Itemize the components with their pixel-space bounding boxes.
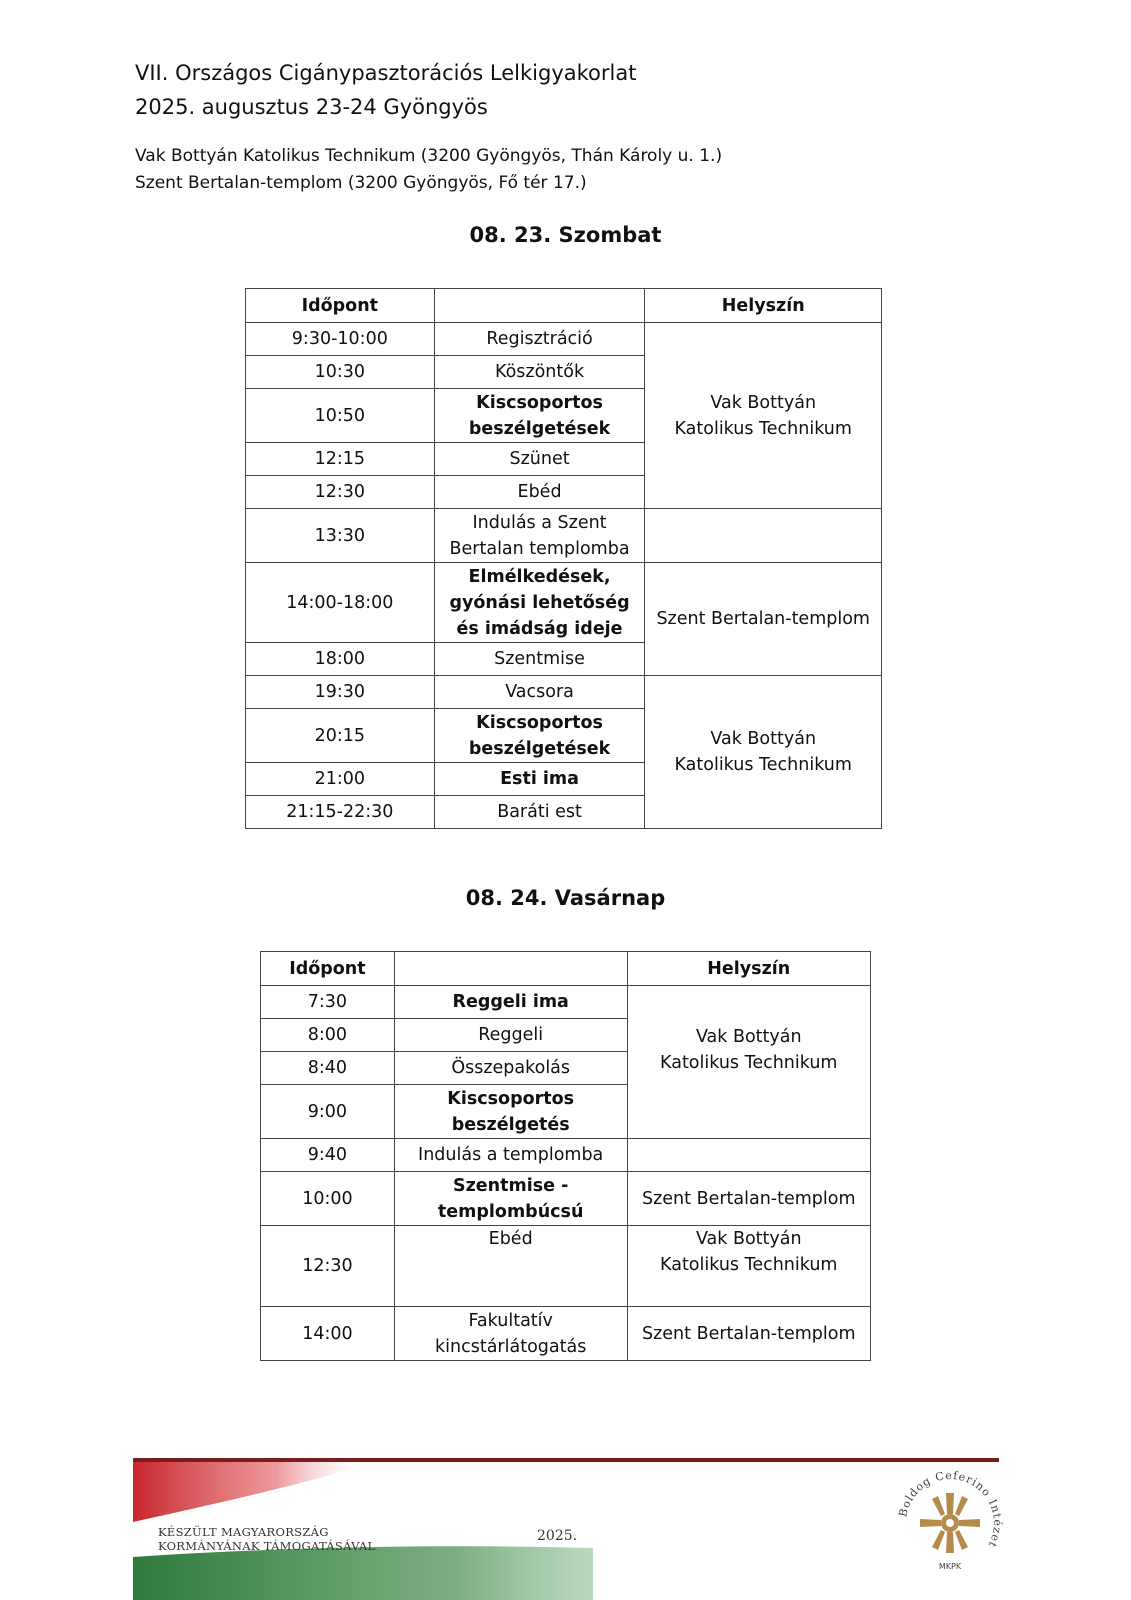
place-line: Vak Bottyán — [710, 729, 817, 749]
time-cell: 14:00-18:00 — [246, 563, 435, 643]
place-line: Katolikus Technikum — [660, 1053, 838, 1073]
time-cell: 13:30 — [246, 509, 435, 563]
event-cell: Szentmise — [434, 643, 645, 676]
time-cell: 10:00 — [261, 1172, 395, 1226]
time-cell: 9:40 — [261, 1139, 395, 1172]
column-header-event — [394, 952, 627, 986]
place-cell — [627, 986, 870, 1139]
column-header-place: Helyszín — [645, 289, 882, 323]
event-cell: Reggeli ima — [394, 986, 627, 1019]
cross-emblem-icon — [895, 1468, 1005, 1578]
event-cell: Vacsora — [434, 676, 645, 709]
place-line: Katolikus Technikum — [674, 755, 852, 775]
place-line: Vak Bottyán — [695, 1027, 802, 1047]
event-cell: Ebéd — [394, 1226, 627, 1307]
place-cell — [645, 323, 882, 509]
event-cell: Kiscsoportos beszélgetés — [394, 1085, 627, 1139]
event-cell: Regisztráció — [434, 323, 645, 356]
time-cell: 12:30 — [246, 476, 435, 509]
sunday-schedule-table — [260, 951, 871, 1361]
table-row — [246, 509, 882, 563]
table-row — [246, 323, 882, 356]
event-cell: Indulás a templomba — [394, 1139, 627, 1172]
ceferino-institute-logo — [895, 1468, 1005, 1578]
support-line-2: KORMÁNYÁNAK TÁMOGATÁSÁVAL — [158, 1539, 376, 1553]
support-line-1: KÉSZÜLT MAGYARORSZÁG — [158, 1525, 329, 1539]
event-cell: Reggeli — [394, 1019, 627, 1052]
title-line-1: VII. Országos Cigánypasztorációs Lelkigyakorlat — [135, 61, 637, 85]
table-row — [246, 563, 882, 643]
table-row — [261, 986, 871, 1019]
event-cell: Baráti est — [434, 796, 645, 829]
place-line: Katolikus Technikum — [674, 418, 852, 439]
venue-addresses — [135, 143, 722, 197]
place-line: Katolikus Technikum — [660, 1255, 838, 1275]
place-cell-empty — [627, 1139, 870, 1172]
logo-sub: MKPK — [938, 1562, 962, 1571]
event-cell: Ebéd — [434, 476, 645, 509]
government-support-text — [158, 1525, 375, 1553]
table-header-row — [246, 289, 882, 323]
place-line: Vak Bottyán — [710, 392, 817, 413]
time-cell: 10:50 — [246, 389, 435, 443]
address-line-1: Vak Bottyán Katolikus Technikum (3200 Gyöngyös, Thán Károly u. 1.) — [135, 146, 723, 166]
event-cell: Szentmise - templombúcsú — [394, 1172, 627, 1226]
time-cell: 12:30 — [261, 1226, 395, 1307]
table-row — [246, 676, 882, 709]
address-line-2: Szent Bertalan-templom (3200 Gyöngyös, Fő tér 17.) — [135, 173, 587, 193]
event-cell: Kiscsoportos beszélgetések — [434, 709, 645, 763]
place-cell — [645, 676, 882, 829]
event-cell: Esti ima — [434, 763, 645, 796]
place-cell — [627, 1226, 870, 1307]
time-cell: 8:40 — [261, 1052, 395, 1085]
event-cell: Elmélkedések, gyónási lehetőség és imádság ideje — [434, 563, 645, 643]
place-line: Vak Bottyán — [695, 1229, 802, 1249]
place-cell: Szent Bertalan-templom — [627, 1307, 870, 1361]
table-row — [261, 1226, 871, 1307]
time-cell: 20:15 — [246, 709, 435, 763]
time-cell: 7:30 — [261, 986, 395, 1019]
saturday-schedule-table — [245, 288, 882, 829]
time-cell: 10:30 — [246, 356, 435, 389]
column-header-place: Helyszín — [627, 952, 870, 986]
time-cell: 21:00 — [246, 763, 435, 796]
time-cell: 12:15 — [246, 443, 435, 476]
column-header-time: Időpont — [246, 289, 435, 323]
event-cell: Szünet — [434, 443, 645, 476]
document-title — [135, 56, 636, 124]
event-cell: Fakultatív kincstárlátogatás — [394, 1307, 627, 1361]
place-cell-empty — [645, 509, 882, 563]
event-cell: Összepakolás — [394, 1052, 627, 1085]
time-cell: 8:00 — [261, 1019, 395, 1052]
sunday-heading: 08. 24. Vasárnap — [465, 886, 666, 910]
table-row — [261, 1307, 871, 1361]
time-cell: 21:15-22:30 — [246, 796, 435, 829]
table-row — [261, 1172, 871, 1226]
time-cell: 9:00 — [261, 1085, 395, 1139]
time-cell: 14:00 — [261, 1307, 395, 1361]
table-row — [261, 1139, 871, 1172]
time-cell: 19:30 — [246, 676, 435, 709]
event-cell: Indulás a Szent Bertalan templomba — [434, 509, 645, 563]
event-cell: Köszöntők — [434, 356, 645, 389]
table-header-row — [261, 952, 871, 986]
place-cell: Szent Bertalan-templom — [627, 1172, 870, 1226]
saturday-heading: 08. 23. Szombat — [469, 223, 662, 247]
time-cell: 9:30-10:00 — [246, 323, 435, 356]
place-cell: Szent Bertalan-templom — [645, 563, 882, 676]
column-header-time: Időpont — [261, 952, 395, 986]
logo-name: Boldog Ceferino Intézet — [896, 1468, 1005, 1551]
title-line-2: 2025. augusztus 23-24 Gyöngyös — [135, 95, 488, 119]
column-header-event — [434, 289, 645, 323]
event-cell: Kiscsoportos beszélgetések — [434, 389, 645, 443]
time-cell: 18:00 — [246, 643, 435, 676]
footer-year: 2025. — [537, 1528, 578, 1544]
